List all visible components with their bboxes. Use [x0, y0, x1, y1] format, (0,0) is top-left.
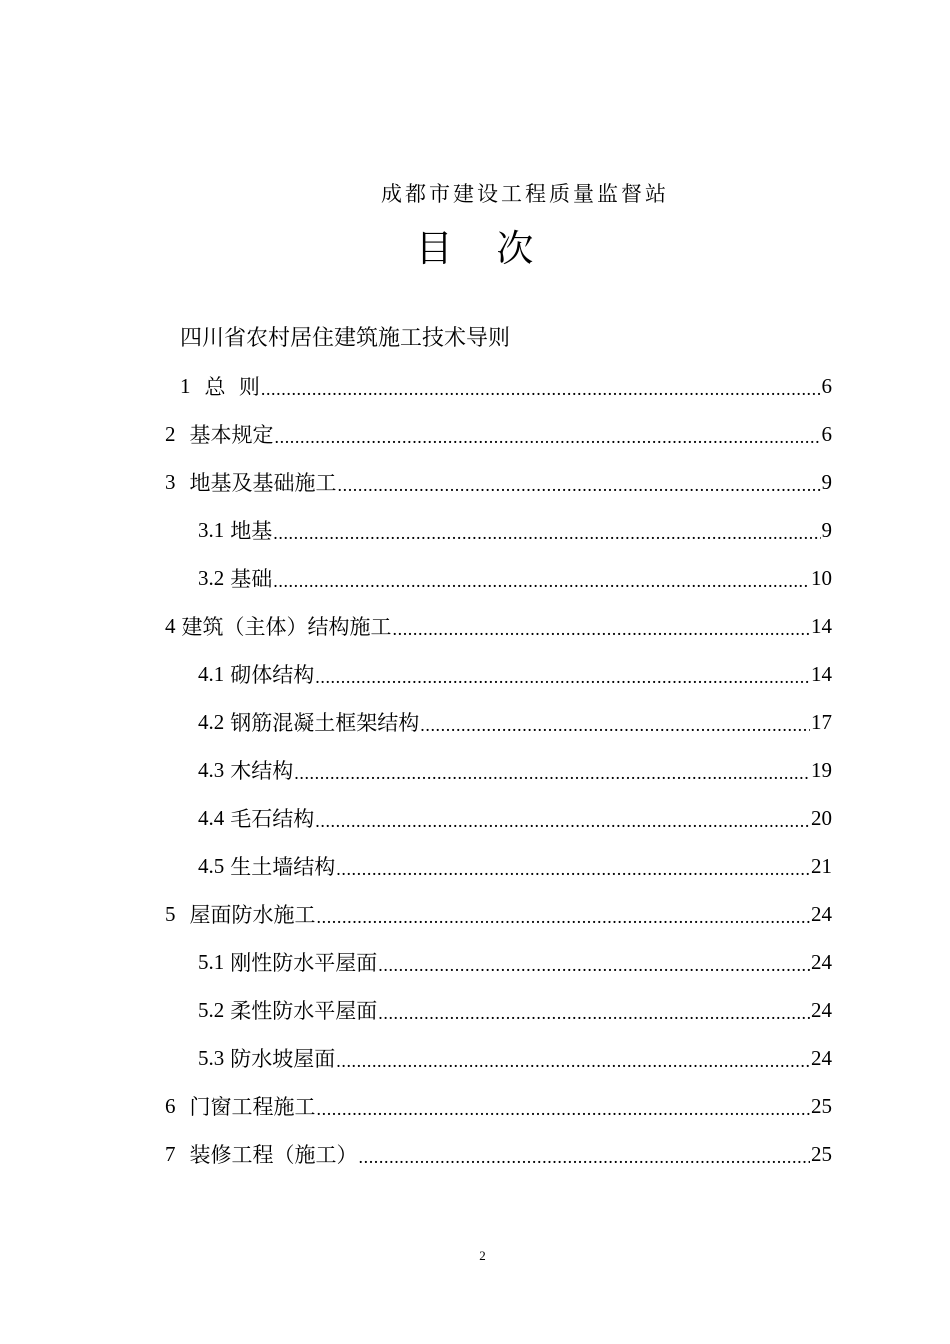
toc-entry-label: 防水坡屋面 [230, 1047, 336, 1071]
toc-entry[interactable] [180, 362, 832, 410]
page-number: 2 [479, 1248, 486, 1263]
toc-entry-page: 24 [811, 997, 832, 1022]
toc-entry[interactable] [165, 1130, 832, 1178]
toc-entry-number: 5.1 [198, 949, 225, 974]
toc-leader-dots [359, 1147, 811, 1178]
toc-leader-dots [273, 523, 820, 554]
toc-entry-number: 4 [165, 613, 176, 638]
toc-entry-page: 14 [811, 613, 832, 638]
toc-entry[interactable] [198, 698, 832, 746]
toc-row [0, 1130, 950, 1178]
toc-leader-dots [336, 859, 810, 890]
toc-row [0, 1034, 950, 1082]
toc-entry-label: 毛石结构 [230, 807, 315, 831]
toc-entry[interactable] [198, 794, 832, 842]
toc-leader-dots [378, 955, 810, 986]
toc-entry-page: 17 [811, 709, 832, 734]
toc-row [0, 986, 950, 1034]
toc-entry-page: 9 [821, 469, 832, 494]
toc-entry-label: 基础 [230, 567, 273, 591]
toc-entry[interactable] [198, 1034, 832, 1082]
header-organization: 成都市建设工程质量监督站 [381, 182, 669, 206]
document-name: 四川省农村居住建筑施工技术导则 [180, 326, 511, 351]
toc-entry-number: 1 [180, 373, 191, 398]
toc-entry-label: 门窗工程施工 [189, 1095, 316, 1119]
toc-entry-page: 20 [811, 805, 832, 830]
toc-entry-number: 4.5 [198, 853, 225, 878]
toc-entry[interactable] [165, 1082, 832, 1130]
toc-row [0, 362, 950, 410]
toc-entry-number: 7 [165, 1141, 176, 1166]
toc-row [0, 938, 950, 986]
toc-entry-number: 4.1 [198, 661, 225, 686]
toc-entry-label: 木结构 [230, 759, 294, 783]
toc-entry-number: 4.4 [198, 805, 225, 830]
toc-leader-dots [315, 667, 810, 698]
toc-entry[interactable] [165, 410, 832, 458]
toc-entry[interactable] [198, 506, 832, 554]
toc-row [0, 650, 950, 698]
toc-leader-dots [275, 427, 821, 458]
toc-entry-label: 刚性防水平屋面 [230, 951, 378, 975]
toc-row [0, 506, 950, 554]
toc-entry-label: 建筑（主体）结构施工 [181, 615, 392, 639]
toc-entry-label: 钢筋混凝土框架结构 [230, 711, 420, 735]
toc-leader-dots [338, 475, 821, 506]
toc-row [0, 794, 950, 842]
toc-row [0, 842, 950, 890]
toc-row [0, 602, 950, 650]
toc-entry[interactable] [198, 938, 832, 986]
toc-entry[interactable] [198, 746, 832, 794]
toc-entry-label: 总 则 [204, 375, 260, 399]
toc-entry[interactable] [165, 602, 832, 650]
toc-entry[interactable] [198, 842, 832, 890]
toc-row [0, 554, 950, 602]
toc-entry-number: 5.3 [198, 1045, 225, 1070]
toc-entry-number: 5 [165, 901, 176, 926]
toc-entry-page: 24 [811, 1045, 832, 1070]
toc-entry-page: 24 [811, 949, 832, 974]
toc-entry-label: 生土墙结构 [230, 855, 336, 879]
toc-entry-page: 10 [811, 565, 832, 590]
toc-entry-page: 14 [811, 661, 832, 686]
toc-entry-number: 6 [165, 1093, 176, 1118]
toc-row [0, 746, 950, 794]
toc-entry-page: 24 [811, 901, 832, 926]
toc-entry-label: 砌体结构 [230, 663, 315, 687]
toc-entry[interactable] [198, 986, 832, 1034]
toc-entry-label: 地基及基础施工 [189, 471, 337, 495]
page-title: 目 次 [415, 227, 550, 270]
toc-row [0, 890, 950, 938]
toc-entry-number: 4.3 [198, 757, 225, 782]
toc-entry-label: 基本规定 [189, 423, 274, 447]
toc-entry-number: 5.2 [198, 997, 225, 1022]
toc-entry[interactable] [198, 554, 832, 602]
toc-leader-dots [261, 379, 821, 410]
toc-entry[interactable] [165, 458, 832, 506]
toc-entry-number: 3.2 [198, 565, 225, 590]
toc-leader-dots [315, 811, 810, 842]
toc-leader-dots [317, 1099, 811, 1130]
toc-entry-label: 柔性防水平屋面 [230, 999, 378, 1023]
toc-row [0, 458, 950, 506]
toc-entry-page: 6 [821, 421, 832, 446]
toc-leader-dots [393, 619, 811, 650]
toc-leader-dots [294, 763, 810, 794]
toc-entry-label: 装修工程（施工） [189, 1143, 358, 1167]
toc-row [0, 698, 950, 746]
toc-entry-label: 地基 [230, 519, 273, 543]
toc-entry-page: 25 [811, 1093, 832, 1118]
toc-entry-page: 9 [821, 517, 832, 542]
toc-entry-page: 21 [811, 853, 832, 878]
toc-entry-number: 3 [165, 469, 176, 494]
toc-row [0, 410, 950, 458]
toc-entry-number: 2 [165, 421, 176, 446]
toc-entry-number: 4.2 [198, 709, 225, 734]
toc-entry[interactable] [165, 890, 832, 938]
toc-leader-dots [420, 715, 810, 746]
toc-entry-number: 3.1 [198, 517, 225, 542]
toc-entry[interactable] [198, 650, 832, 698]
toc-entry-page: 19 [811, 757, 832, 782]
toc-entry-label: 屋面防水施工 [189, 903, 316, 927]
toc-leader-dots [317, 907, 811, 938]
toc-leader-dots [336, 1051, 810, 1082]
toc-row [0, 1082, 950, 1130]
toc-leader-dots [273, 571, 810, 602]
toc-entry-page: 25 [811, 1141, 832, 1166]
toc-leader-dots [378, 1003, 810, 1034]
toc-entry-page: 6 [821, 373, 832, 398]
